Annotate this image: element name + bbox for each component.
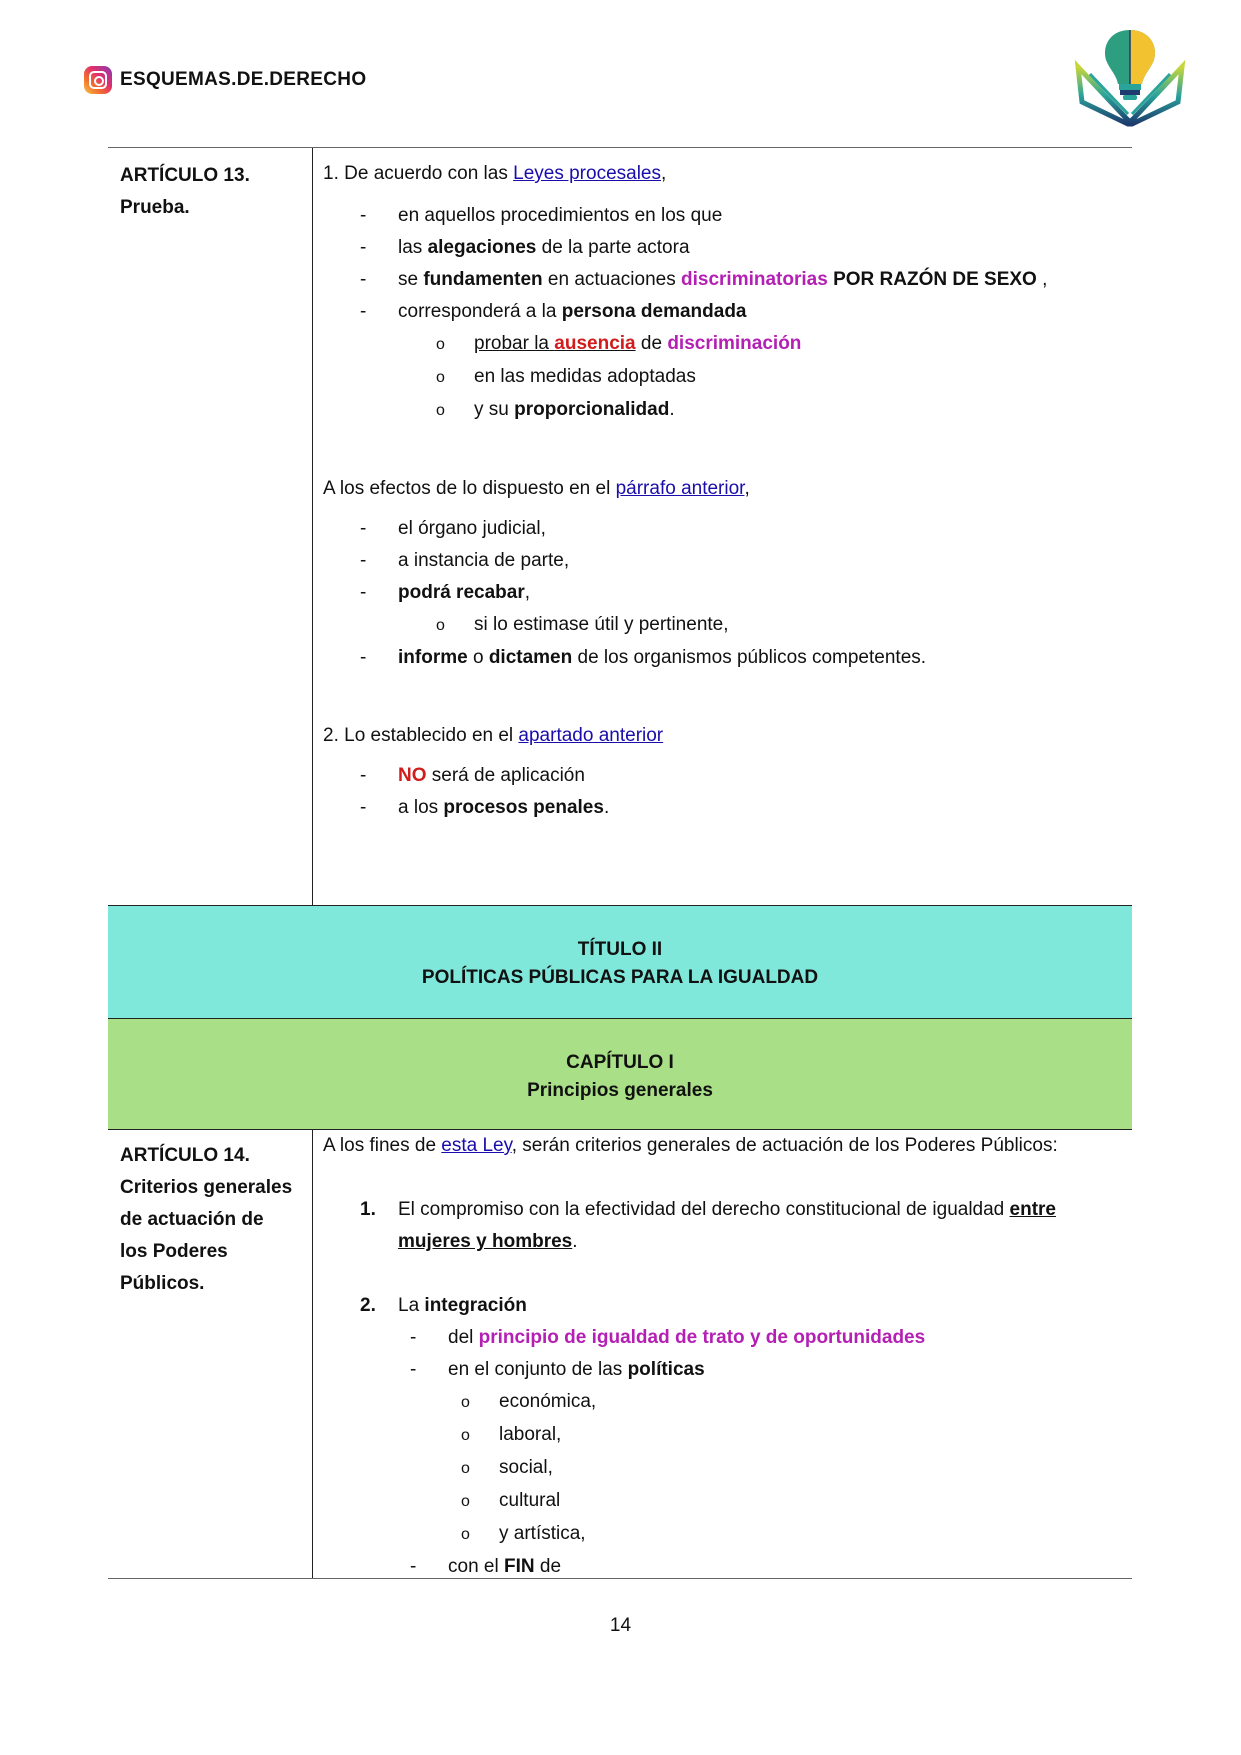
brand-header bbox=[84, 66, 366, 94]
sub-list-item: o social, bbox=[461, 1457, 553, 1478]
list-item: - corresponderá a la persona demandada bbox=[360, 301, 747, 322]
sub-list-item: o económica, bbox=[461, 1391, 597, 1412]
list-item: - con el FIN de bbox=[410, 1556, 562, 1577]
article-13-row bbox=[108, 147, 1132, 905]
capitulo-name: Principios generales bbox=[527, 1080, 713, 1101]
article-14-body: A los fines de esta Ley, serán criterios generales de actuación de los Poderes Públicos: 1. El compromiso con la efectividad del derecho constitucional de igualdad entre mujeres y hombres. 2. La integración - del principio de igualdad de trato y de oportunidades - en el conjunto de las políticas o económica, o laboral, o social, o cultural o y artística, - con el FIN de bbox=[313, 1130, 1132, 1578]
link-leyes-procesales[interactable]: Leyes procesales bbox=[513, 163, 661, 184]
list-item: - a los procesos penales. bbox=[360, 797, 610, 818]
numbered-item: 2. La integración bbox=[360, 1295, 527, 1316]
numbered-item: 1. El compromiso con la efectividad del derecho constitucional de igualdad entre bbox=[360, 1199, 1056, 1220]
sub-list-item: o probar la ausencia de discriminación bbox=[436, 333, 802, 354]
list-item: - en el conjunto de las políticas bbox=[410, 1359, 705, 1380]
sub-list-item: o laboral, bbox=[461, 1424, 562, 1445]
brand-name: ESQUEMAS.DE.DERECHO bbox=[120, 69, 367, 90]
list-item: - el órgano judicial, bbox=[360, 518, 546, 539]
article-13-body bbox=[313, 148, 1132, 905]
list-item: - del principio de igualdad de trato y de oportunidades bbox=[410, 1327, 926, 1348]
titulo-number: TÍTULO II bbox=[577, 939, 663, 960]
link-apartado-anterior[interactable]: apartado anterior bbox=[518, 725, 664, 746]
link-parrafo-anterior[interactable]: párrafo anterior bbox=[615, 478, 745, 499]
capitulo-section-band bbox=[108, 1018, 1132, 1130]
capitulo-number: CAPÍTULO I bbox=[566, 1052, 674, 1073]
list-item: - NO será de aplicación bbox=[360, 765, 585, 786]
page-number: 14 bbox=[609, 1615, 632, 1636]
document-table bbox=[108, 147, 1132, 1579]
list-item: - informe o dictamen de los organismos públicos competentes. bbox=[360, 647, 927, 668]
list-item: - a instancia de parte, bbox=[360, 550, 570, 571]
article-14-heading: ARTÍCULO 14. Criterios generales de actuación de los Poderes Públicos. bbox=[108, 1130, 313, 1578]
sub-list-item: o cultural bbox=[461, 1490, 561, 1511]
lightbulb-brain-book-logo bbox=[1070, 22, 1190, 127]
article-13-heading bbox=[108, 148, 313, 905]
titulo-section-band bbox=[108, 905, 1132, 1018]
sub-list-item: o en las medidas adoptadas bbox=[436, 366, 696, 387]
instagram-icon bbox=[84, 66, 112, 94]
list-item: - se fundamenten en actuaciones discriminatorias POR RAZÓN DE SEXO , bbox=[360, 269, 1048, 290]
sub-list-item: o y su proporcionalidad. bbox=[436, 399, 675, 420]
paragraph-2: A los efectos de lo dispuesto en el párrafo anterior, bbox=[323, 478, 750, 499]
paragraph-3: 2. Lo establecido en el apartado anterior bbox=[323, 725, 664, 746]
sub-list-item: o y artística, bbox=[461, 1523, 586, 1544]
intro-paragraph: A los fines de esta Ley, serán criterios generales de actuación de los Poderes Públicos: bbox=[323, 1135, 1058, 1156]
article-title: Prueba. bbox=[120, 197, 190, 218]
list-item: - en aquellos procedimientos en los que bbox=[360, 205, 723, 226]
list-item: - las alegaciones de la parte actora bbox=[360, 237, 690, 258]
link-esta-ley[interactable]: esta Ley bbox=[441, 1135, 512, 1156]
article-14-row bbox=[108, 1130, 1132, 1578]
list-item: - podrá recabar, bbox=[360, 582, 531, 603]
titulo-name: POLÍTICAS PÚBLICAS PARA LA IGUALDAD bbox=[421, 967, 819, 988]
article-number: ARTÍCULO 13. bbox=[120, 165, 250, 186]
paragraph-1: 1. De acuerdo con las Leyes procesales, bbox=[323, 163, 667, 184]
sub-list-item: o si lo estimase útil y pertinente, bbox=[436, 614, 729, 635]
